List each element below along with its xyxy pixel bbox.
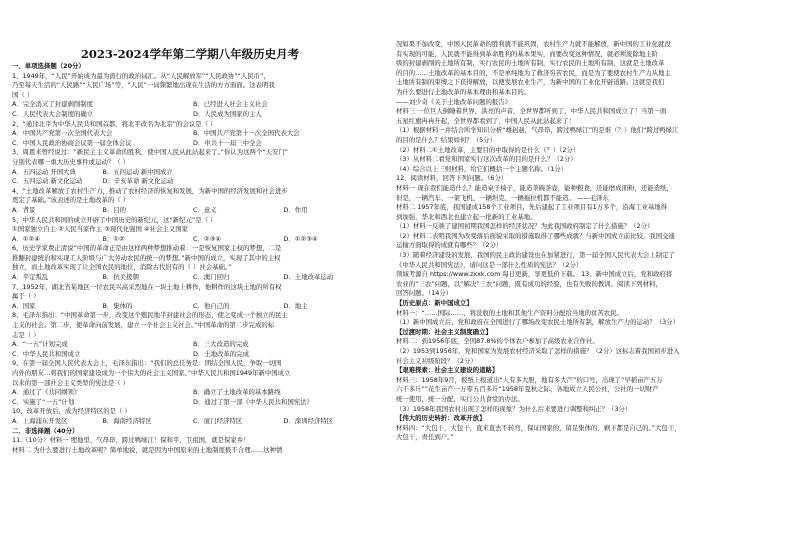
answer-option: D．辛亥革命 新文化运动 bbox=[102, 177, 174, 186]
answer-option: A．①②④ bbox=[12, 234, 40, 243]
text-line: 8、毛泽东指出：“中国革命第一步，改变这个殖民地半封建社会的形态，使之变成一个独立的民主 bbox=[12, 311, 288, 320]
answer-option: C．中华人民共和国成立 bbox=[12, 349, 81, 358]
answer-options bbox=[12, 350, 374, 360]
text-line: 11.（10分）材料一 埋地里，气昂昂，跨过鸭绿江！保和平，卫祖国，就是保家乡！ bbox=[12, 436, 250, 445]
answer-option: D．深圳经济特区 bbox=[283, 416, 334, 425]
section-heading: 【伟大的历史转折：改革开放】 bbox=[396, 414, 486, 423]
answer-options bbox=[12, 139, 374, 149]
answer-option bbox=[284, 177, 375, 187]
answer-option: B．中国共产党第十一次全国代表大会 bbox=[193, 129, 300, 138]
answer-option bbox=[193, 177, 284, 187]
text-line: 的目的……土地改革的基本目的，不是单纯地为了救济穷苦农民，而是为了要使农村生产力从地主 bbox=[396, 68, 671, 77]
answer-option: C．厦门经济特区 bbox=[193, 416, 243, 425]
text-line: 5、中华人民共和国的成立开辟了中国历史的新纪元，这“新纪元”是（ ） bbox=[12, 215, 217, 224]
text-line: 级的封建剥削的土地所有制，实行农民的土地所有制，实行农民的土地所有制，这就是土地改革 bbox=[396, 59, 665, 68]
answer-option: B．五四运动 新中国成立 bbox=[102, 167, 173, 176]
answer-option: C．他自己的 bbox=[193, 301, 230, 310]
answer-options bbox=[12, 206, 374, 216]
text-line: 乃至每天生活的“人民路”“人民广场”等，“人民”一词频繁地出现在生活的方方面面。这表明我 bbox=[12, 81, 275, 90]
text-line: 以来的第一部社会主义类型的宪法是（ ） bbox=[12, 378, 130, 387]
text-line: 领域考源自 https://www.zxxk.com 每日更新，享更低价下载。 13、新中国成立后，党和政府将 bbox=[396, 270, 673, 279]
text-line: 国（ ） bbox=[12, 90, 34, 99]
section-heading: 【艰难探索：社会主义建设的道路】 bbox=[396, 366, 499, 375]
text-line: 有实现的可能，人民就不能得到革命胜利的基本果实，而要改变这种情况，就必须废除地主阶 bbox=[396, 49, 659, 58]
answer-options bbox=[12, 388, 374, 398]
answer-option: D．作用 bbox=[283, 205, 308, 214]
answer-options bbox=[12, 302, 374, 312]
answer-option: C．②③④ bbox=[193, 234, 222, 243]
section-heading: 【过渡时期：社会主义制度确立】 bbox=[396, 327, 492, 336]
text-line: 《中华人民共和国宪法》，请问这是一部什么性质的宪法？（2分） bbox=[396, 260, 583, 269]
text-line: 但是，一辆汽车、一架飞机、一辆坦克、一辆拖拉机都不能造。 ——毛泽东 bbox=[396, 193, 609, 202]
text-line: 6、历史学家费正清说“中国的革命正是由这样两种梦想推动着：一是恢复国家主权的梦想，二是 bbox=[12, 244, 282, 253]
answer-options bbox=[12, 398, 374, 408]
text-line: 运输方面取得的成就有哪些？（2分） bbox=[396, 241, 503, 250]
text-line: 材料四：“大包干，大包干，直来直去不转弯，保证国家的，留足集体的，剩下都是自己的。”大包干， bbox=[396, 423, 681, 432]
answer-option: A．国家 bbox=[12, 301, 36, 310]
section-heading: 一、单项选择题（20分） bbox=[12, 62, 85, 70]
text-line: 的目的是什么？结果如何？（5分） bbox=[396, 135, 496, 144]
answer-options bbox=[12, 100, 374, 110]
text-line: 志是（ ） bbox=[12, 330, 40, 339]
answer-option: A．五四运动 开国大典 bbox=[12, 167, 76, 176]
answer-option: C．意义 bbox=[193, 205, 217, 214]
answer-option: C．中国人民政治协商会议第一届全体会议 bbox=[12, 138, 132, 147]
text-line: 况如果不加改变，中国人民革命的胜利就不能巩固，农村生产力就不能解放，新中国的工业化就没 bbox=[396, 40, 671, 48]
text-line: 为什么要进行土地改革的基本理由和基本目的。 bbox=[396, 87, 531, 96]
answer-option: B．确立了土地改革的基本路线 bbox=[193, 388, 281, 397]
answer-option: B．集体的 bbox=[102, 301, 133, 310]
section-heading: 二、非选择题（40分） bbox=[12, 426, 79, 435]
answer-options bbox=[12, 177, 374, 187]
answer-option: C．五四运动 新文化运动 bbox=[12, 177, 83, 186]
text-line: （2）材料二表明我国为改变落后面貌采取的措施取得了哪些成就？与新中国成立前比较，我国交通 bbox=[396, 231, 675, 240]
answer-option: B．目的 bbox=[102, 205, 127, 214]
answer-option: B．已经进入社会主义社会 bbox=[193, 100, 268, 109]
answer-option: D．①②③④ bbox=[283, 234, 318, 243]
answer-option: A．“一五”计划完成 bbox=[12, 340, 68, 349]
answer-option bbox=[284, 168, 375, 178]
text-line: 10、改革开放后，成为经济特区的是（ ） bbox=[12, 407, 131, 416]
answer-option: B．三大改造的完成 bbox=[193, 340, 249, 349]
text-line: 2、“通过北平为中华人民共和国首都，将北平改名为北京”的会议是（ ） bbox=[12, 119, 217, 128]
text-line: 分别代表哪一重大历史事件或运动？（ ） bbox=[12, 157, 130, 166]
text-line: 社会主义初级阶段？（2分） bbox=[396, 356, 477, 365]
answer-options bbox=[12, 129, 374, 139]
text-line: 统一使用，统一分配，实行公共食堂的办法。 bbox=[396, 394, 524, 403]
text-line: （1）根据材料一并结合所学知识分析“雄赳赳，气昂昂，跨过鸭绿江”的是谁（？）他们“跨过鸭绿江 bbox=[396, 126, 679, 135]
answer-option: A．背景 bbox=[12, 205, 36, 214]
text-line: （2）材料二①土地改革，主要目的中取得的是什么（？）（2分） bbox=[396, 145, 580, 154]
answer-options bbox=[12, 168, 374, 178]
answer-option: A．中国共产党第一次全国代表大会 bbox=[12, 129, 113, 138]
text-line: 4、“土地改革解放了农村生产力，推动了农村经济的恢复和发展，为新中国的经济发展和社会进步 bbox=[12, 186, 288, 195]
text-line: 1、1949年，“人民”开始成为最为流行的政治词汇。从“人民解放军”“人民政协”“人民币”， bbox=[12, 71, 270, 80]
answer-option: D．土地改革的完成 bbox=[193, 349, 250, 358]
answer-option: D．人民成为国家的主人 bbox=[193, 109, 262, 118]
answer-option: A．通过了《共同纲领》 bbox=[12, 388, 81, 397]
text-line: 推翻封建统治和实现工人阶级与广大劳动农民的统一的梦想。”新中国的成立，实现了其中的主权 bbox=[12, 253, 281, 262]
answer-option: D．土地改革运动 bbox=[283, 273, 334, 282]
answer-options bbox=[12, 235, 374, 245]
text-line: （3）从材料二看党和国家实行这次改革的目的是什么？（2分） bbox=[396, 155, 577, 164]
answer-options bbox=[12, 340, 374, 350]
text-line: 独立，而土地改革实现了让全国农民的地位，消除古代旧有的（ ）社会基础。” bbox=[12, 263, 232, 272]
text-line: 属于（ ） bbox=[12, 292, 40, 301]
text-line: 材料三：1958年9月，报纸上报道出“人有多大胆，地有多大产”的口号，出现了“早稻亩产五万 bbox=[396, 375, 663, 384]
text-line: （3）随着经济建设的发展，我国的民主政治建设也在加紧进行，第一届全国人民代表大会上制定了 bbox=[396, 251, 675, 260]
answer-option: C．澳门回归 bbox=[193, 273, 230, 282]
answer-option: B．抗美援朝 bbox=[102, 273, 139, 282]
answer-option: A．平定叛乱 bbox=[12, 273, 49, 282]
answer-option: A．上海浦东开发区 bbox=[12, 416, 68, 425]
answer-option: A．完全消灭了封建剥削制度 bbox=[12, 100, 94, 109]
text-line: 五星红旗冉冉升起，全世界都看到了，中国人民从此站起来了！ bbox=[396, 116, 575, 125]
answer-options bbox=[12, 417, 374, 427]
text-line: ——刘少奇《关于土地改革问题的报告》 bbox=[396, 97, 512, 106]
answer-option: D．地主 bbox=[283, 301, 308, 310]
answer-option: C．人民代表大会制度的确立 bbox=[12, 109, 94, 118]
answer-option: B．①② bbox=[102, 234, 125, 243]
text-line: 12、阅读材料，回答下列问题。（6分） bbox=[396, 174, 508, 183]
text-line: （1）材料一反映了建国初期我国怎样的经济状况？为此我国政府制定了什么措施？（2分） bbox=[396, 222, 654, 231]
text-line: 3、周恩来曾经说过：“新民主主义革命的胜利，使中国人民从此站起来了。”你认为这两个“天安门” bbox=[12, 148, 289, 157]
text-line: 材料一：“……国际……，将没收的土地和其他生产资料分配给当地的贫苦农民。 bbox=[396, 308, 623, 317]
text-line: ①国家独立自主 ②人民当家作主 ③现代化强国 ④社会主义国家 bbox=[12, 225, 188, 234]
text-line: 大包干，责任到户。” bbox=[396, 433, 454, 442]
text-line: 材料二 1957年底，我国建成158个工业项目，先后建起了工业项目有1万多个，沿海工业基地得 bbox=[396, 203, 668, 212]
answer-options bbox=[12, 273, 374, 283]
answer-option: C．实施了“一五”计划 bbox=[12, 397, 75, 406]
text-line: 材料一 现在我们能造什么？能造桌子椅子，能造茶碗茶壶，能种粮食，还能磨成面粉，还能造纸， bbox=[396, 183, 673, 192]
text-line: 到加强，华北和西北也建立起一批新的工业基地。 bbox=[396, 212, 537, 221]
left-column bbox=[12, 62, 374, 455]
text-line: （1）新中国成立后，党和政府在全国进行了哪场改变农民土地所有制，解放生产力的运动？（3分） bbox=[396, 318, 679, 327]
answer-option: D．中共十一届三中全会 bbox=[193, 138, 262, 147]
text-line: 材料二 为什么要进行土地改革呢？简单地说，就是因为中国原来的土地制度极不合理……这种情 bbox=[12, 445, 283, 454]
answer-option: D．通过了第一部《中华人民共和国宪法》 bbox=[193, 397, 313, 406]
text-line: 主义的社会。第二步，使革命向前发展，建立一个社会主义社会。”中国革命的第二步完成的标 bbox=[12, 321, 275, 330]
page-title: 2023-2024学年第二学期八年级历史月考 bbox=[80, 47, 300, 61]
text-line: 材料三 一位巨人倒睡着世界，洪亮的声音，全世界都听到了，中华人民共和国成立了！当第一面 bbox=[396, 107, 667, 116]
text-line: （4）综合以上三则材料，给它们概括一个主题名称。（1分） bbox=[396, 164, 568, 173]
text-line: 土地所有制的束缚之下获得解放，以便发展农业生产，为新中国的工业化开辟道路。这就是我们 bbox=[396, 78, 665, 87]
answer-option: B．海南经济特区 bbox=[102, 416, 152, 425]
right-column bbox=[396, 40, 780, 443]
text-line: 材料二：到1956年底，全国87.8%的个体农户参加了高级农业合作社。 bbox=[396, 337, 599, 346]
text-line: 7、1952年，湖北省某地区一位农民兴高采烈地在一块土地上耕作，他耕作的这块土地的所有权 bbox=[12, 282, 282, 291]
text-line: 9、在第一届全国人民代表大会上，毛泽东指出：“我们的总任务是：团结全国人民，争取一切国 bbox=[12, 359, 282, 368]
text-line: （2）1953到1956年，党和国家为发展农村经济采取了怎样的措施？（2分）这标志着我国初步进入 bbox=[396, 347, 680, 355]
text-line: 农业的“三农”问题，以“解决”三农“问题，既有成功的经验，也有失败的教训。阅读下列材料， bbox=[396, 279, 662, 288]
text-line: 回答问题。（14分） bbox=[396, 289, 453, 298]
answer-option bbox=[193, 168, 284, 178]
text-line: 六千多斤”“花生亩产一万零五百多斤”1958年夏秋之际，各地成立人民公社，公社的一切财产 bbox=[396, 385, 659, 394]
text-line: 内外的朋友…将我们的国家建设成为一个伟大的社会主义国家。”中华人民共和国1949年新中国成立 bbox=[12, 369, 291, 377]
text-line: （3）1958年我国农村出现了怎样的现象？为什么后来要进行调整和纠正？（3分） bbox=[396, 404, 632, 413]
section-heading: 【历史原点：新中国成立】 bbox=[396, 299, 473, 308]
text-line: 奠定了基础。”该表述的是土地改革的（ ） bbox=[12, 196, 130, 205]
answer-options bbox=[12, 110, 374, 120]
